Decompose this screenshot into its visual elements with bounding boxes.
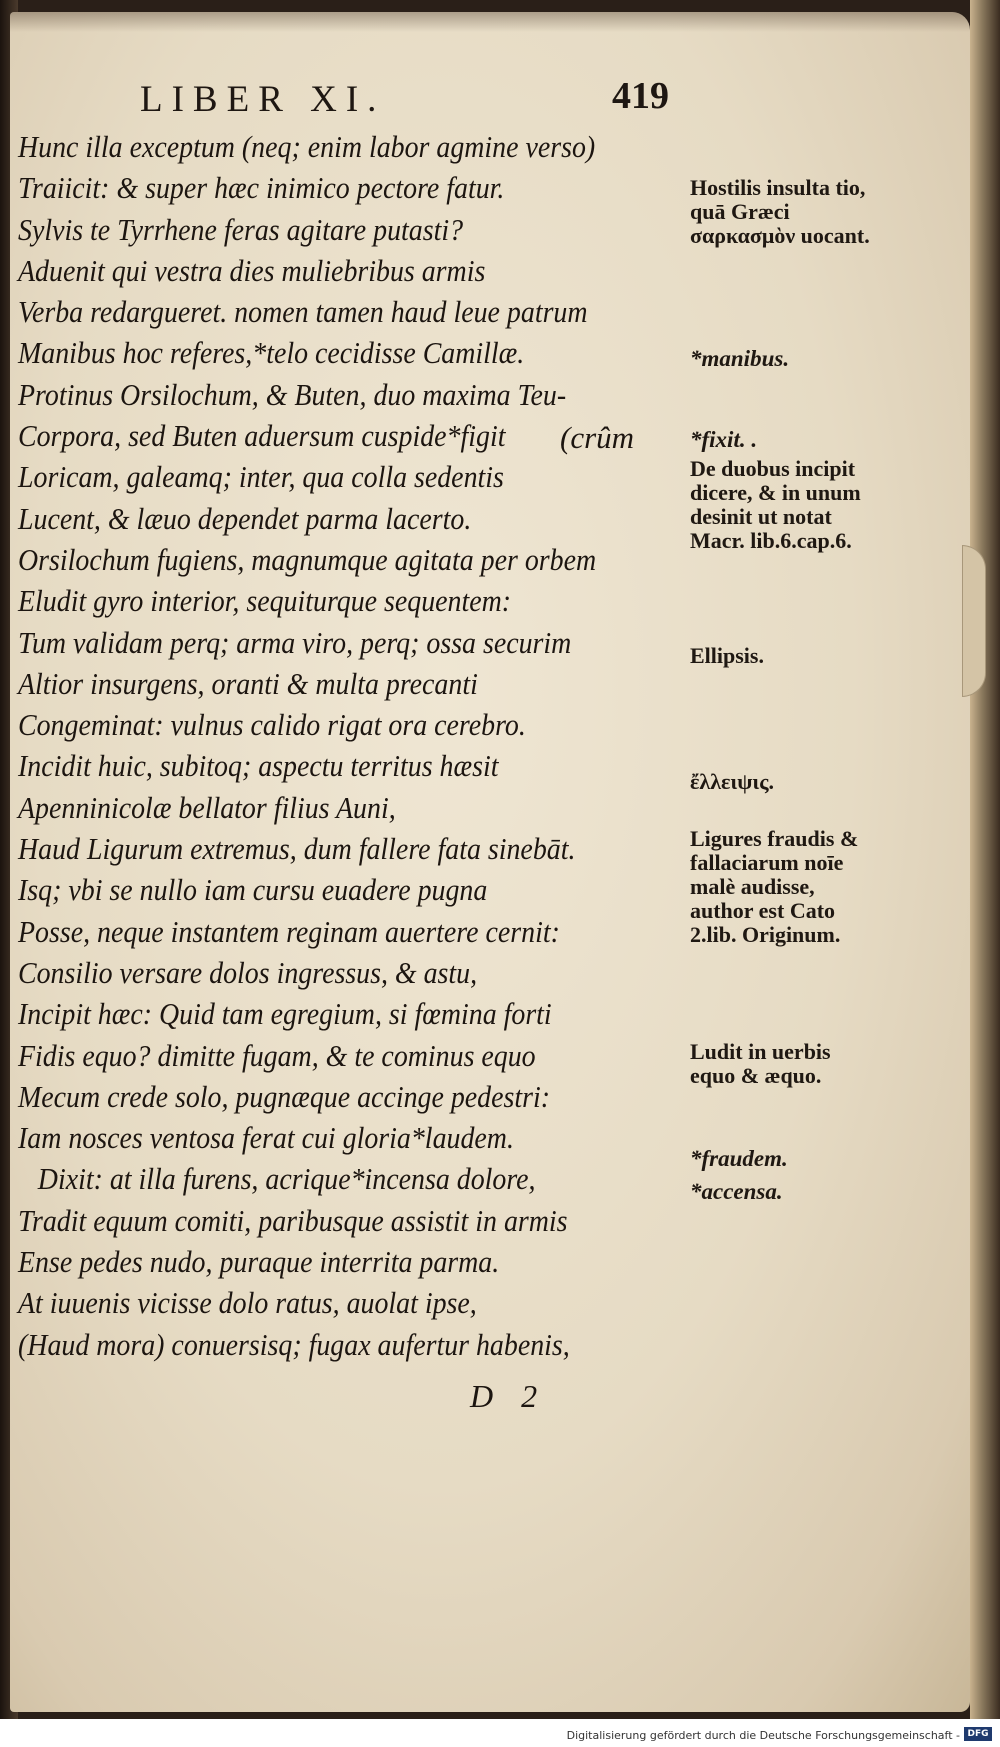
margin-note: *accensa. xyxy=(690,1179,783,1204)
verse-line: Incipit hæc: Quid tam egregium, si fœmina forti xyxy=(18,996,552,1032)
verse-line: Incidit huic, subitoq; aspectu territus hæsit xyxy=(18,748,499,784)
verse-line: Tum validam perq; arma viro, perq; ossa securim xyxy=(18,624,572,660)
margin-note: ἔλλειψις. xyxy=(690,769,774,794)
verse-line: Isq; vbi se nullo iam cursu euadere pugna xyxy=(18,872,488,908)
footer-bar xyxy=(0,1719,1000,1747)
page-edges xyxy=(970,0,1000,1747)
verse-line: Altior insurgens, oranti & multa precanti xyxy=(18,665,478,701)
verse-line: Ense pedes nudo, puraque interrita parma. xyxy=(18,1244,500,1280)
page-number: 419 xyxy=(612,75,669,117)
verse-line: Posse, neque instantem reginam auertere cernit: xyxy=(18,913,560,949)
verse-line: Lucent, & læuo dependet parma lacerto. xyxy=(18,500,472,536)
verse-line: Iam nosces ventosa ferat cui gloria*laudem. xyxy=(18,1120,514,1156)
verse-line: Sylvis te Tyrrhene feras agitare putasti? xyxy=(18,211,464,247)
margin-note: Ligures fraudis & fallaciarum noīe malè audisse, author est Cato 2.lib. Originum. xyxy=(690,826,859,947)
verse-line: Tradit equum comiti, paribusque assistit in armis xyxy=(18,1202,568,1238)
margin-note: Ellipsis. xyxy=(690,643,764,668)
page-clasp xyxy=(962,545,986,697)
margin-note: Ludit in uerbis equo & æquo. xyxy=(690,1039,831,1088)
verse-line: Aduenit qui vestra dies muliebribus armis xyxy=(18,252,486,288)
verse-line: Protinus Orsilochum, & Buten, duo maxima Teu- xyxy=(18,376,567,412)
verse-line: (Haud mora) conuersisq; fugax aufertur habenis, xyxy=(18,1326,570,1362)
verse-block xyxy=(18,126,688,1365)
footer-credit: Digitalisierung gefördert durch die Deutsche Forschungsgemeinschaft - xyxy=(566,1729,960,1742)
verse-line: Haud Ligurum extremus, dum fallere fata sinebāt. xyxy=(18,831,576,867)
verse-line: Corpora, sed Buten aduersum cuspide*figit xyxy=(18,418,506,454)
verse-line: Apenninicolæ bellator filius Auni, xyxy=(18,789,396,825)
verse-line: Dixit: at illa furens, acrique*incensa dolore, xyxy=(37,1161,536,1197)
margin-note: De duobus incipit dicere, & in unum desinit ut notat Macr. lib.6.cap.6. xyxy=(690,456,861,553)
margin-note: *fixit. . xyxy=(690,427,758,452)
margin-note: *fraudem. xyxy=(690,1146,788,1171)
verse-overflow: (crûm xyxy=(560,420,635,455)
verse-line: Eludit gyro interior, sequiturque sequentem: xyxy=(18,583,512,619)
verse-line: Fidis equo? dimitte fugam, & te cominus equo xyxy=(18,1037,536,1073)
verse-line: Mecum crede solo, pugnæque accinge pedestri: xyxy=(18,1078,551,1114)
margin-note: Hostilis insulta tio, quā Græci σαρκασμὸν uocant. xyxy=(690,175,870,248)
verse-line: At iuuenis vicisse dolo ratus, auolat ipse, xyxy=(18,1285,477,1321)
verse-line: Loricam, galeamq; inter, qua colla sedentis xyxy=(18,459,504,495)
verse-line: Congeminat: vulnus calido rigat ora cerebro. xyxy=(18,707,526,743)
running-head: LIBER XI. xyxy=(140,79,386,120)
dfg-logo: DFG xyxy=(964,1727,992,1741)
verse-line: Manibus hoc referes,*telo cecidisse Camillæ. xyxy=(18,335,525,371)
verse-line: Verba redargueret. nomen tamen haud leue patrum xyxy=(18,294,588,330)
page-shadow xyxy=(10,12,970,32)
verse-line: Traiicit: & super hæc inimico pectore fatur. xyxy=(18,170,505,206)
verse-line: Consilio versare dolos ingressus, & astu, xyxy=(18,954,478,990)
signature-mark: D 2 xyxy=(470,1378,548,1414)
verse-line: Hunc illa exceptum (neq; enim labor agmine verso) xyxy=(18,129,596,164)
verse-line: Orsilochum fugiens, magnumque agitata per orbem xyxy=(18,541,597,577)
margin-note: *manibus. xyxy=(690,346,790,371)
